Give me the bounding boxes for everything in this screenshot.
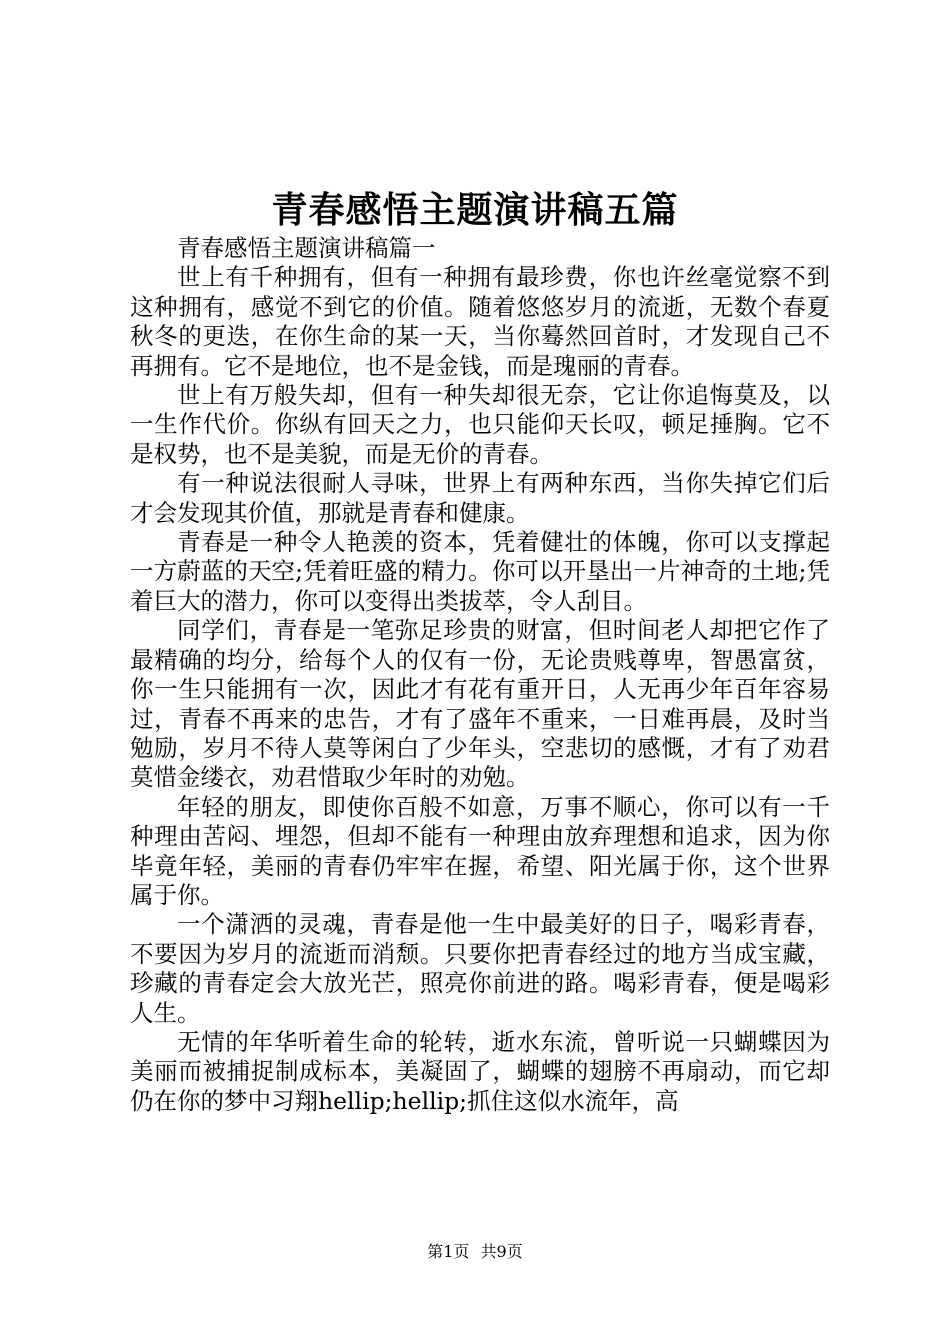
paragraph: 青春是一种令人艳羡的资本，凭着健壮的体魄，你可以支撑起一方蔚蓝的天空;凭着旺盛的精力。你可以开垦出一片神奇的土地;凭着巨大的潜力，你可以变得出类拔萃，令人刮目。 <box>130 528 830 615</box>
section-heading: 青春感悟主题演讲稿篇一 <box>177 234 436 262</box>
paragraph: 世上有千种拥有，但有一种拥有最珍费，你也许丝毫觉察不到这种拥有，感觉不到它的价值。随着悠悠岁月的流逝，无数个春夏秋冬的更迭，在你生命的某一天，当你蓦然回首时，才发现自己不再拥有。它不是地位，也不是金钱，而是瑰丽的青春。 <box>130 263 830 380</box>
page-footer <box>0 1241 950 1263</box>
paragraph: 同学们，青春是一笔弥足珍贵的财富，但时间老人却把它作了最精确的均分，给每个人的仅有一份，无论贵贱尊卑，智愚富贫，你一生只能拥有一次，因此才有花有重开日，人无再少年百年容易过，青春不再来的忠告，才有了盛年不重来，一日难再晨，及时当勉励，岁月不待人莫等闲白了少年头，空悲切的感慨，才有了劝君莫惜金缕衣，劝君惜取少年时的劝勉。 <box>130 616 830 792</box>
document-body <box>130 234 830 1116</box>
document-title: 青春感悟主题演讲稿五篇 <box>271 189 679 231</box>
paragraph: 无情的年华听着生命的轮转，逝水东流，曾听说一只蝴蝶因为美丽而被捕捉制成标本，美凝固了，蝴蝶的翅膀不再扇动，而它却仍在你的梦中习翔hellip;hellip;抓住这似水流年，高 <box>130 1027 830 1115</box>
page-total: 共9页 <box>480 1242 523 1261</box>
paragraph: 年轻的朋友，即使你百般不如意，万事不顺心，你可以有一千种理由苦闷、埋怨，但却不能有一种理由放弃理想和追求，因为你毕竟年轻，美丽的青春仍牢牢在握，希望、阳光属于你，这个世界属于你。 <box>130 792 830 909</box>
paragraph: 一个潇洒的灵魂，青春是他一生中最美好的日子，喝彩青春，不要因为岁月的流逝而消颓。只要你把青春经过的地方当成宝藏，珍藏的青春定会大放光芒，照亮你前进的路。喝彩青春，便是喝彩人生。 <box>130 910 830 1027</box>
paragraph: 世上有万般失却，但有一种失却很无奈，它让你追悔莫及，以一生作代价。你纵有回天之力，也只能仰天长叹，顿足捶胸。它不是权势，也不是美貌，而是无价的青春。 <box>130 381 830 468</box>
page-number: 第1页 <box>427 1242 470 1261</box>
paragraph: 有一种说法很耐人寻味，世界上有两种东西，当你失掉它们后才会发现其价值，那就是青春和健康。 <box>130 469 830 527</box>
